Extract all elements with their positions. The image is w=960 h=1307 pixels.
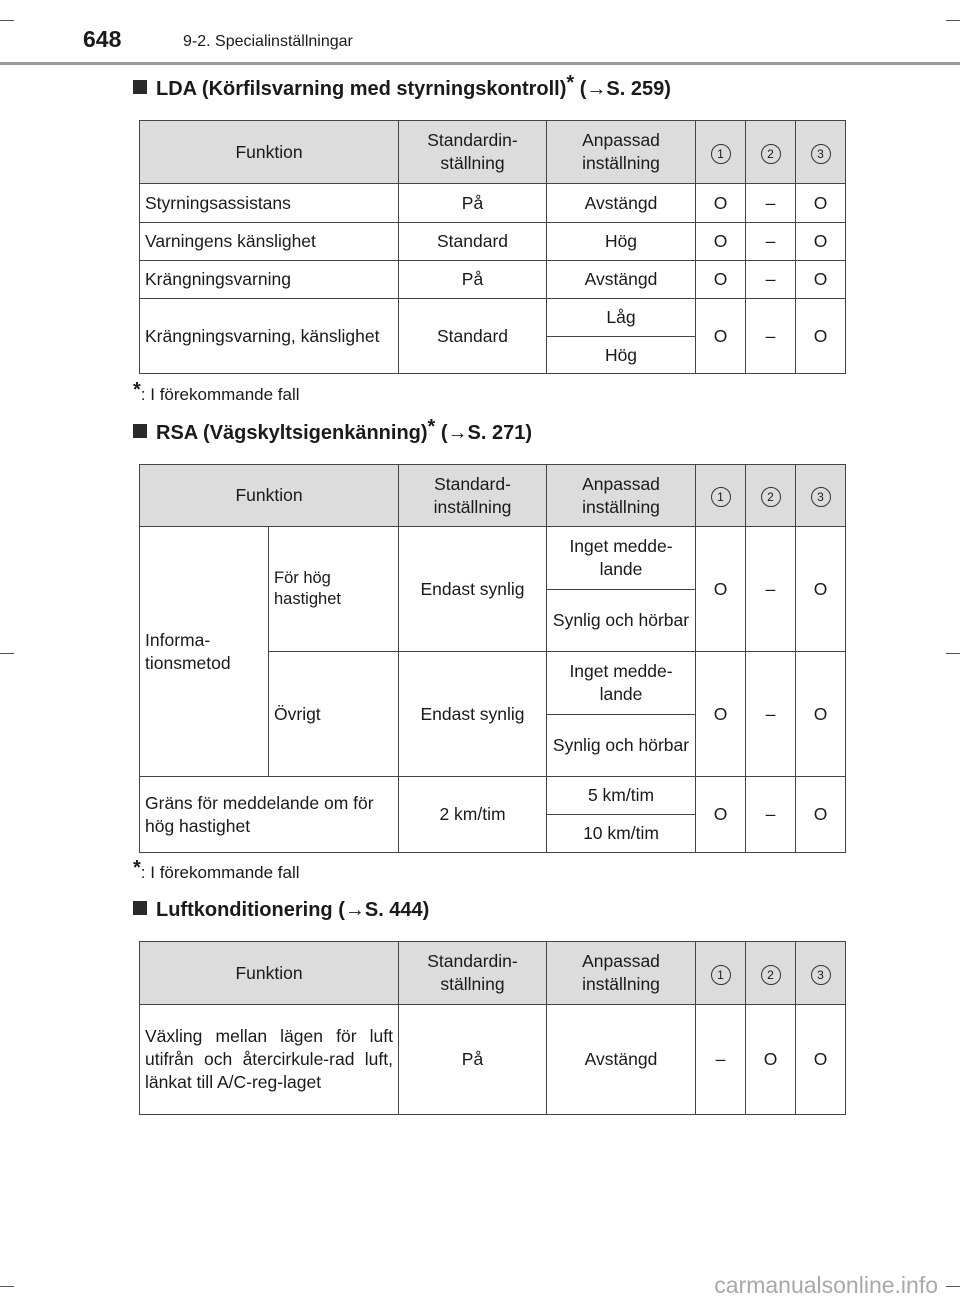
col-header-function: Funktion bbox=[140, 942, 399, 1005]
crop-mark bbox=[946, 653, 960, 654]
custom-cell: Inget medde-lande bbox=[547, 652, 696, 715]
crop-mark bbox=[0, 1286, 14, 1287]
col3-cell: O bbox=[796, 1005, 846, 1115]
col2-cell: – bbox=[746, 223, 796, 261]
square-bullet-icon bbox=[133, 424, 147, 438]
custom-cell: Låg bbox=[547, 299, 696, 337]
custom-cell: 10 km/tim bbox=[547, 815, 696, 853]
rsa-settings-table bbox=[139, 464, 846, 853]
col2-cell: – bbox=[746, 652, 796, 777]
circled-number-3-icon: 3 bbox=[811, 965, 831, 985]
col3-cell: O bbox=[796, 652, 846, 777]
col3-cell: O bbox=[796, 184, 846, 223]
function-cell: Varningens känslighet bbox=[140, 223, 399, 261]
col1-cell: O bbox=[696, 184, 746, 223]
section-title-text: Luftkonditionering bbox=[156, 899, 333, 921]
default-cell: På bbox=[399, 1005, 547, 1115]
custom-cell: 5 km/tim bbox=[547, 777, 696, 815]
function-cell: Växling mellan lägen för luft utifrån och återcirkule-rad luft, länkat till A/C-reg-laget bbox=[140, 1005, 399, 1115]
col3-cell: O bbox=[796, 261, 846, 299]
col2-cell: – bbox=[746, 527, 796, 652]
footnote bbox=[133, 379, 300, 405]
custom-cell: Inget medde-lande bbox=[547, 527, 696, 590]
col1-cell: – bbox=[696, 1005, 746, 1115]
col3-cell: O bbox=[796, 299, 846, 374]
default-cell: Endast synlig bbox=[399, 527, 547, 652]
subfunction-cell: Övrigt bbox=[269, 652, 399, 777]
default-cell: Standard bbox=[399, 223, 547, 261]
subfunction-cell: För hög hastighet bbox=[269, 527, 399, 652]
function-cell: Styrningsassistans bbox=[140, 184, 399, 223]
custom-cell: Hög bbox=[547, 337, 696, 374]
col-header-custom: Anpassad inställning bbox=[547, 465, 696, 527]
custom-cell: Hög bbox=[547, 223, 696, 261]
crop-mark bbox=[946, 20, 960, 21]
default-cell: 2 km/tim bbox=[399, 777, 547, 853]
function-cell: Gräns för meddelande om för hög hastighet bbox=[140, 777, 399, 853]
col-header-default: Standard-inställning bbox=[399, 465, 547, 527]
custom-cell: Avstängd bbox=[547, 184, 696, 223]
col-header-default: Standardin-ställning bbox=[399, 121, 547, 184]
table-row bbox=[140, 184, 846, 223]
section-title-lda bbox=[133, 72, 671, 101]
col-header-function: Funktion bbox=[140, 121, 399, 184]
col3-cell: O bbox=[796, 527, 846, 652]
col1-cell: O bbox=[696, 527, 746, 652]
circled-number-3-icon: 3 bbox=[811, 487, 831, 507]
watermark: carmanualsonline.info bbox=[714, 1272, 938, 1298]
footnote-marker: * bbox=[133, 857, 141, 879]
section-title-text: RSA (Vägskyltsigenkänning) bbox=[156, 422, 428, 444]
footnote-marker: * bbox=[566, 72, 575, 94]
page-reference-link[interactable]: (→S. 271) bbox=[435, 422, 533, 444]
table-row bbox=[140, 261, 846, 299]
col-header-custom: Anpassad inställning bbox=[547, 121, 696, 184]
col2-cell: – bbox=[746, 299, 796, 374]
climate-settings-table bbox=[139, 941, 846, 1115]
col1-cell: O bbox=[696, 223, 746, 261]
col1-cell: O bbox=[696, 777, 746, 853]
section-title-text: LDA (Körfilsvarning med styrningskontroll) bbox=[156, 78, 567, 100]
default-cell: På bbox=[399, 261, 547, 299]
col1-cell: O bbox=[696, 299, 746, 374]
circled-number-2-icon: 2 bbox=[761, 965, 781, 985]
circled-number-1-icon: 1 bbox=[711, 965, 731, 985]
col-header-default: Standardin-ställning bbox=[399, 942, 547, 1005]
crop-mark bbox=[0, 653, 14, 654]
chapter-title: 9-2. Specialinställningar bbox=[183, 33, 353, 50]
col2-cell: – bbox=[746, 184, 796, 223]
custom-cell: Synlig och hörbar bbox=[547, 590, 696, 652]
table-row bbox=[140, 223, 846, 261]
default-cell: Standard bbox=[399, 299, 547, 374]
col2-cell: – bbox=[746, 261, 796, 299]
function-cell: Krängningsvarning bbox=[140, 261, 399, 299]
footnote-marker: * bbox=[133, 379, 141, 401]
section-title-rsa bbox=[133, 416, 533, 445]
circled-number-2-icon: 2 bbox=[761, 144, 781, 164]
table-row bbox=[140, 1005, 846, 1115]
col-header-function: Funktion bbox=[140, 465, 399, 527]
crop-mark bbox=[946, 1286, 960, 1287]
footnote-marker: * bbox=[427, 416, 436, 438]
default-cell: Endast synlig bbox=[399, 652, 547, 777]
circled-number-2-icon: 2 bbox=[761, 487, 781, 507]
col2-cell: O bbox=[746, 1005, 796, 1115]
table-row bbox=[140, 777, 846, 815]
col1-cell: O bbox=[696, 261, 746, 299]
col2-cell: – bbox=[746, 777, 796, 853]
lda-settings-table bbox=[139, 120, 846, 374]
default-cell: På bbox=[399, 184, 547, 223]
footnote-text: : I förekommande fall bbox=[140, 385, 300, 404]
header-rule bbox=[0, 62, 960, 65]
circled-number-1-icon: 1 bbox=[711, 144, 731, 164]
square-bullet-icon bbox=[133, 80, 147, 94]
col1-cell: O bbox=[696, 652, 746, 777]
function-cell: Krängningsvarning, känslighet bbox=[140, 299, 399, 374]
square-bullet-icon bbox=[133, 901, 147, 915]
function-group-cell: Informa-tionsmetod bbox=[140, 527, 269, 777]
circled-number-1-icon: 1 bbox=[711, 487, 731, 507]
page-reference-link[interactable]: (→S. 259) bbox=[574, 78, 671, 100]
custom-cell: Avstängd bbox=[547, 261, 696, 299]
page-number: 648 bbox=[83, 26, 122, 52]
custom-cell: Synlig och hörbar bbox=[547, 715, 696, 777]
page-reference-link[interactable]: (→S. 444) bbox=[332, 899, 430, 921]
col3-cell: O bbox=[796, 777, 846, 853]
section-title-climate bbox=[133, 899, 429, 922]
col-header-custom: Anpassad inställning bbox=[547, 942, 696, 1005]
col3-cell: O bbox=[796, 223, 846, 261]
table-row bbox=[140, 299, 846, 337]
footnote-text: : I förekommande fall bbox=[140, 863, 300, 882]
table-row bbox=[140, 527, 846, 590]
custom-cell: Avstängd bbox=[547, 1005, 696, 1115]
circled-number-3-icon: 3 bbox=[811, 144, 831, 164]
footnote bbox=[133, 857, 300, 883]
crop-mark bbox=[0, 20, 14, 21]
